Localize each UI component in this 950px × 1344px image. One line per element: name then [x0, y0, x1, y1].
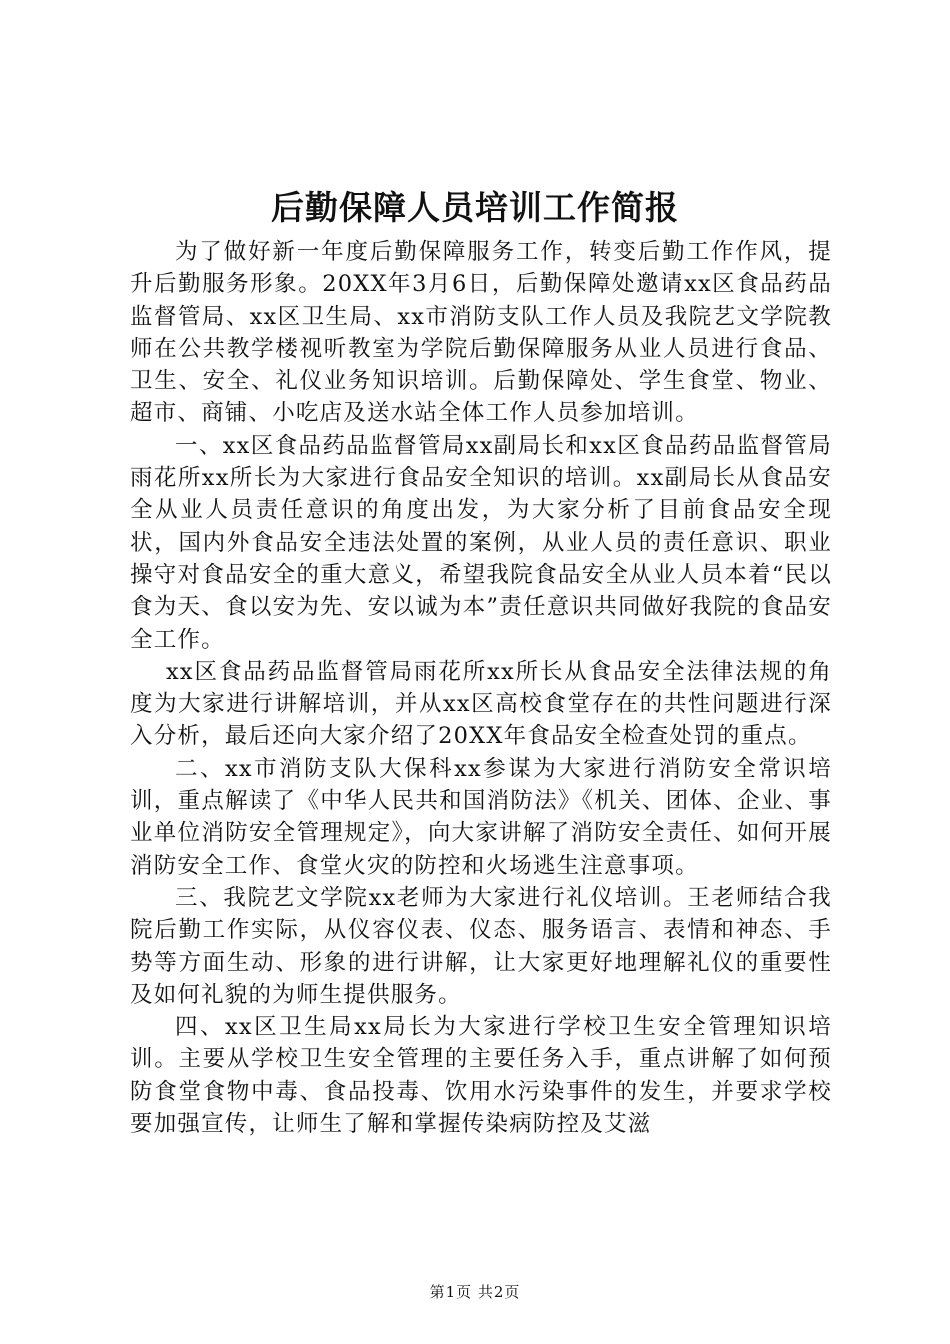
paragraph-health-safety-training: 四、xx区卫生局xx局长为大家进行学校卫生安全管理知识培训。主要从学校卫生安全管理的主要任务入手，重点讲解了如何预防食堂食物中毒、食品投毒、饮用水污染事件的发生，并要求学校要加强宣传，让师生了解和掌握传染病防控及艾滋 [130, 1014, 832, 1138]
paragraph-food-safety-training: 一、xx区食品药品监督管局xx副局长和xx区食品药品监督管局雨花所xx所长为大家进行食品安全知识的培训。xx副局长从食品安全从业人员责任意识的角度出发，为大家分析了目前食品安全现状，国内外食品安全违法处置的案例，从业人员的责任意识、职业操守对食品安全的重大意义，希望我院食品安全从业人员本着“民以食为天、食以安为先、安以诚为本”责任意识共同做好我院的食品安全工作。 [130, 432, 832, 653]
paragraph-fire-safety-training: 二、xx市消防支队大保科xx参谋为大家进行消防安全常识培训，重点解读了《中华人民共和国消防法》《机关、团体、企业、事业单位消防安全管理规定》，向大家讲解了消防安全责任、如何开展消防安全工作、食堂火灾的防控和火场逃生注意事项。 [130, 755, 832, 879]
paragraph-intro: 为了做好新一年度后勤保障服务工作，转变后勤工作作风，提升后勤服务形象。20XX年3月6日，后勤保障处邀请xx区食品药品监督管局、xx区卫生局、xx市消防支队工作人员及我院艺文学院教师在公共教学楼视听教室为学院后勤保障服务从业人员进行食品、卫生、安全、礼仪业务知识培训。后勤保障处、学生食堂、物业、超市、商铺、小吃店及送水站全体工作人员参加培训。 [130, 239, 832, 427]
document-title: 后勤保障人员培训工作简报 [271, 188, 679, 227]
paragraph-food-safety-law: xx区食品药品监督管局雨花所xx所长从食品安全法律法规的角度为大家进行讲解培训，并从xx区高校食堂存在的共性问题进行深入分析，最后还向大家介绍了20XX年食品安全检查处罚的重点。 [130, 658, 832, 750]
document-body [130, 236, 832, 1140]
paragraph-etiquette-training: 三、我院艺文学院xx老师为大家进行礼仪培训。王老师结合我院后勤工作实际，从仪容仪表、仪态、服务语言、表情和神态、手势等方面生动、形象的进行讲解，让大家更好地理解礼仪的重要性及如何礼貌的为师生提供服务。 [130, 884, 832, 1008]
page-number-footer: 第1页 共2页 [429, 1283, 521, 1301]
